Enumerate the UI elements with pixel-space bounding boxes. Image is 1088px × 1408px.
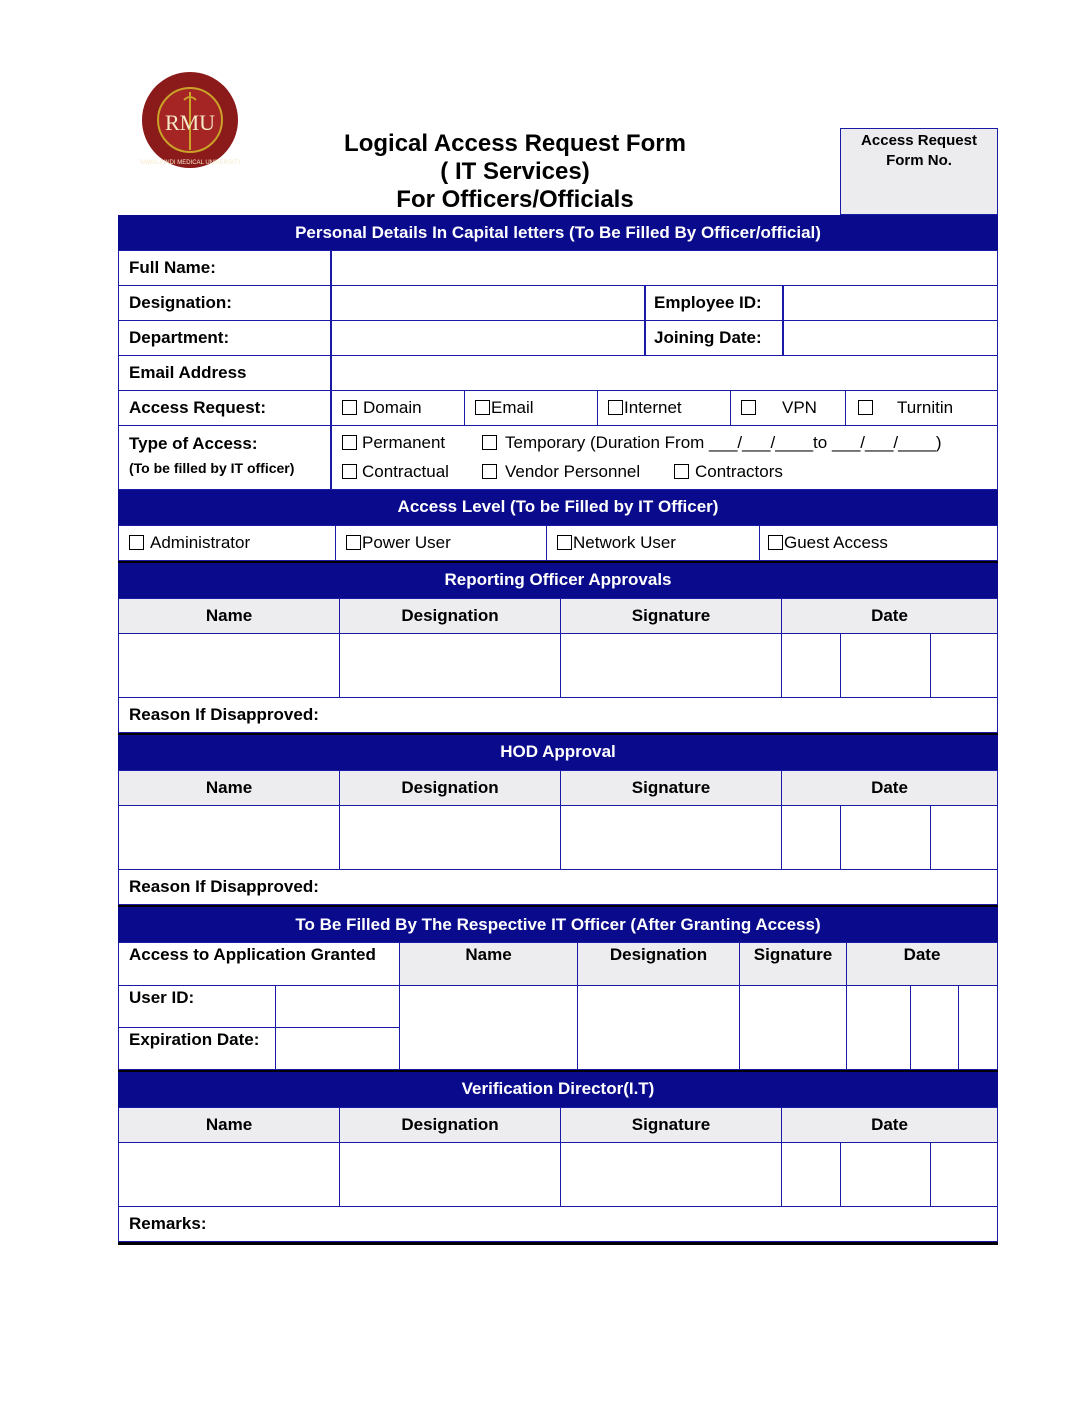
access-turnitin-option[interactable] <box>858 398 953 418</box>
director-date-month[interactable] <box>840 1142 931 1207</box>
contractors-label: Contractors <box>695 462 783 481</box>
access-email-option[interactable] <box>475 398 534 418</box>
contractors-option[interactable] <box>674 462 783 482</box>
vendor-checkbox[interactable] <box>482 464 497 479</box>
administrator-option[interactable] <box>129 533 250 553</box>
director-date-year[interactable] <box>930 1142 998 1207</box>
department-label: Department: <box>118 320 331 356</box>
university-logo <box>140 70 240 170</box>
email-checkbox[interactable] <box>475 400 490 415</box>
joining-date-field[interactable] <box>783 320 998 356</box>
hod-date-year[interactable] <box>930 805 998 870</box>
reporting-col-designation: Designation <box>339 598 561 634</box>
user-id-label: User ID: <box>118 985 276 1028</box>
form-number-label-2: Form No. <box>886 152 952 169</box>
administrator-checkbox[interactable] <box>129 535 144 550</box>
access-email-cell <box>464 390 598 426</box>
internet-label: Internet <box>624 398 682 417</box>
access-domain-option[interactable] <box>342 398 422 418</box>
expiration-date-field[interactable] <box>275 1027 400 1070</box>
power-user-checkbox[interactable] <box>346 535 361 550</box>
turnitin-checkbox[interactable] <box>858 400 873 415</box>
network-user-label: Network User <box>573 533 676 552</box>
reporting-designation-field[interactable] <box>339 633 561 698</box>
full-name-field[interactable] <box>331 250 998 286</box>
hod-signature-field[interactable] <box>560 805 782 870</box>
access-turnitin-cell <box>845 390 998 426</box>
type-of-access-label-cell <box>118 425 331 490</box>
type-of-access-note: (To be filled by IT officer) <box>129 460 295 476</box>
hod-col-signature: Signature <box>560 770 782 806</box>
vendor-option[interactable] <box>482 462 640 482</box>
form-number-box[interactable] <box>840 128 998 215</box>
hod-date-day[interactable] <box>781 805 841 870</box>
reporting-date-year[interactable] <box>930 633 998 698</box>
reporting-col-date: Date <box>781 598 998 634</box>
hod-col-name: Name <box>118 770 340 806</box>
it-designation-field[interactable] <box>577 985 740 1070</box>
remarks-label[interactable]: Remarks: <box>118 1206 998 1242</box>
it-date-year[interactable] <box>958 985 998 1070</box>
title-line2: ( IT Services) <box>440 158 590 185</box>
contractual-label: Contractual <box>362 462 449 481</box>
email-option-label: Email <box>491 398 534 417</box>
it-signature-field[interactable] <box>739 985 847 1070</box>
hod-date-month[interactable] <box>840 805 931 870</box>
it-name-field[interactable] <box>399 985 578 1070</box>
director-col-signature: Signature <box>560 1107 782 1143</box>
access-level-admin-cell <box>118 525 336 561</box>
access-granted-label: Access to Application Granted <box>118 942 400 986</box>
hod-col-designation: Designation <box>339 770 561 806</box>
permanent-label: Permanent <box>362 433 446 452</box>
power-user-option[interactable] <box>346 533 451 553</box>
department-field[interactable] <box>331 320 645 356</box>
designation-field[interactable] <box>331 285 645 321</box>
access-vpn-cell <box>730 390 846 426</box>
hod-header: HOD Approval <box>118 735 998 770</box>
it-col-date: Date <box>846 942 998 986</box>
permanent-checkbox[interactable] <box>342 435 357 450</box>
vpn-label: VPN <box>782 398 817 417</box>
vendor-label: Vendor Personnel <box>505 462 641 481</box>
hod-designation-field[interactable] <box>339 805 561 870</box>
form-number-label-1: Access Request <box>861 132 977 149</box>
director-col-date: Date <box>781 1107 998 1143</box>
employee-id-label: Employee ID: <box>645 285 783 321</box>
access-level-header: Access Level (To be Filled by IT Officer) <box>118 490 998 525</box>
director-col-designation: Designation <box>339 1107 561 1143</box>
power-user-label: Power User <box>362 533 451 552</box>
email-label: Email Address <box>118 355 331 391</box>
domain-label: Domain <box>363 398 422 417</box>
email-field[interactable] <box>331 355 998 391</box>
guest-access-checkbox[interactable] <box>768 535 783 550</box>
domain-checkbox[interactable] <box>342 400 357 415</box>
expiration-date-label: Expiration Date: <box>118 1027 276 1070</box>
hod-col-date: Date <box>781 770 998 806</box>
guest-access-label: Guest Access <box>784 533 888 552</box>
reporting-col-signature: Signature <box>560 598 782 634</box>
it-col-name: Name <box>399 942 578 986</box>
director-name-field[interactable] <box>118 1142 340 1207</box>
logo-ring-text: RAWALPINDI MEDICAL UNIVERSITY <box>140 160 240 166</box>
access-internet-option[interactable] <box>608 398 682 418</box>
internet-checkbox[interactable] <box>608 400 623 415</box>
access-level-power-cell <box>335 525 547 561</box>
personal-details-header: Personal Details In Capital letters (To Be Filled By Officer/official) <box>118 215 998 250</box>
permanent-option[interactable] <box>342 433 445 453</box>
bottom-border <box>118 1242 998 1245</box>
title-line1: Logical Access Request Form <box>344 130 686 157</box>
vpn-checkbox[interactable] <box>741 400 756 415</box>
network-user-option[interactable] <box>557 533 676 553</box>
hod-reason-label[interactable]: Reason If Disapproved: <box>118 869 998 905</box>
access-level-network-cell <box>546 525 760 561</box>
it-col-signature: Signature <box>739 942 847 986</box>
temporary-checkbox[interactable] <box>482 435 497 450</box>
reporting-date-month[interactable] <box>840 633 931 698</box>
access-vpn-option[interactable] <box>741 398 817 418</box>
contractors-checkbox[interactable] <box>674 464 689 479</box>
joining-date-label: Joining Date: <box>645 320 783 356</box>
guest-access-option[interactable] <box>768 533 888 553</box>
director-date-day[interactable] <box>781 1142 841 1207</box>
director-designation-field[interactable] <box>339 1142 561 1207</box>
it-officer-header: To Be Filled By The Respective IT Officer (After Granting Access) <box>118 907 998 942</box>
access-request-label: Access Request: <box>118 390 331 426</box>
type-of-access-options <box>331 425 998 490</box>
network-user-checkbox[interactable] <box>557 535 572 550</box>
director-signature-field[interactable] <box>560 1142 782 1207</box>
reporting-header: Reporting Officer Approvals <box>118 563 998 598</box>
access-level-guest-cell <box>759 525 998 561</box>
designation-label: Designation: <box>118 285 331 321</box>
hod-name-field[interactable] <box>118 805 340 870</box>
contractual-option[interactable] <box>342 462 449 482</box>
reporting-reason-label[interactable]: Reason If Disapproved: <box>118 697 998 733</box>
director-col-name: Name <box>118 1107 340 1143</box>
temporary-label: Temporary (Duration From ___/___/____to ___/___/____) <box>505 433 942 452</box>
full-name-label: Full Name: <box>118 250 331 286</box>
contractual-checkbox[interactable] <box>342 464 357 479</box>
user-id-field[interactable] <box>275 985 400 1028</box>
title-line3: For Officers/Officials <box>396 186 634 213</box>
reporting-signature-field[interactable] <box>560 633 782 698</box>
it-col-designation: Designation <box>577 942 740 986</box>
reporting-name-field[interactable] <box>118 633 340 698</box>
administrator-label: Administrator <box>150 533 251 552</box>
access-domain-cell <box>331 390 465 426</box>
reporting-date-day[interactable] <box>781 633 841 698</box>
access-internet-cell <box>597 390 731 426</box>
director-header: Verification Director(I.T) <box>118 1072 998 1107</box>
employee-id-field[interactable] <box>783 285 998 321</box>
logo-letters: RMU <box>164 110 216 135</box>
temporary-option[interactable] <box>482 433 942 453</box>
turnitin-label: Turnitin <box>897 398 954 417</box>
it-date-month[interactable] <box>910 985 959 1070</box>
type-of-access-label: Type of Access: <box>129 434 258 453</box>
reporting-col-name: Name <box>118 598 340 634</box>
it-date-day[interactable] <box>846 985 911 1070</box>
